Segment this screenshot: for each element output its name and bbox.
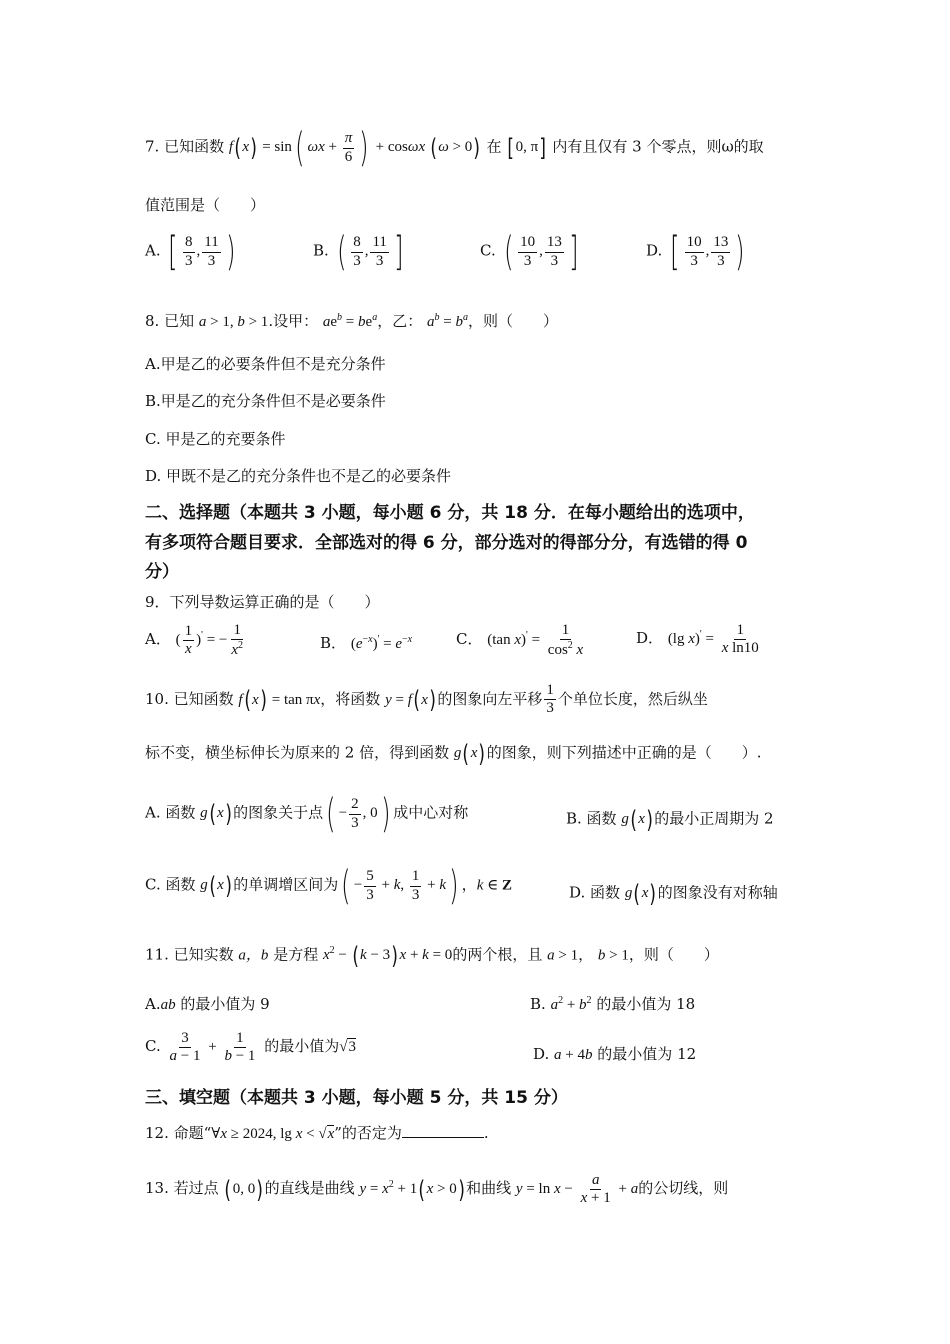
answer-blank[interactable] <box>402 1123 484 1138</box>
q7-function: f(x) = sin( ωx + $\frac{\pi}{6}$ ) + cosωx (ω > 0) <box>228 125 481 171</box>
section3-title: 三、填空题（本题共 3 小题，每小题 5 分，共 15 分） <box>145 1088 568 1108</box>
q10-option-d: D. 函数 g(x)的图象没有对称轴 <box>569 880 778 908</box>
q7-option-b: B. ( $\frac{8}{3}$ , $\frac{11}{3}$ ] <box>313 229 404 275</box>
q10-option-c: C. 函数 g(x)的单调增区间为( − $\frac{5}{3}$ + k, $\frac{1}{3}$ + k) ，k ∈ Z <box>145 863 512 909</box>
q9-option-d: D． (lg x)' = $\frac{1}{\text{x ln10}}$ <box>636 622 759 657</box>
q11-option-d: D. a + 4b 的最小值为 12 <box>533 1045 697 1063</box>
q10-option-a: A. 函数 g(x)的图象关于点( − $\frac{2}{3}$ , 0) 成中心对称 <box>145 791 469 837</box>
q8-option-c: C. 甲是乙的充要条件 <box>145 430 286 448</box>
q10-option-b: B. 函数 g(x)的最小正周期为 2 <box>566 806 774 834</box>
q7-prefix: 7. 已知函数 <box>145 137 225 156</box>
q7-interval: [0, π] <box>507 134 547 162</box>
section2-line1: 二、选择题（本题共 3 小题，每小题 6 分，共 18 分．在每小题给出的选项中， <box>145 503 755 523</box>
q9-option-a: A． ( $\frac{1}{x}$ )' = − $\frac{1}{x^2}$ <box>145 622 244 659</box>
q13-stem: 13. 若过点 (0, 0)的直线是曲线 $y = x^2 + 1(x > 0)$和曲线 y = ln x − $\frac{a}{x + 1}$ + a的公切线，则 <box>145 1172 729 1207</box>
q11-option-b: B. $a^2 + b^2$ 的最小值为 18 <box>530 995 696 1013</box>
q8-option-d: D. 甲既不是乙的充分条件也不是乙的必要条件 <box>145 467 452 485</box>
q9-option-b: B． $(e^{-x})' = e^{-x}$ <box>320 634 413 652</box>
q10-line2: 标不变，横坐标伸长为原来的 2 倍，得到函数 g(x)的图象，则下列描述中正确的是（ ）. <box>145 740 762 768</box>
q8-option-b: B.甲是乙的充分条件但不是必要条件 <box>145 392 386 410</box>
q7-line1 <box>145 125 764 171</box>
q11-option-a: A.ab 的最小值为 9 <box>145 995 270 1013</box>
q12-stem: 12. 命题“∀x ≥ 2024, lg x < √x”的否定为 . <box>145 1124 489 1142</box>
section2-line2: 有多项符合题目要求．全部选对的得 6 分，部分选对的得部分分，有选错的得 0 <box>145 533 748 553</box>
q7-line2: 值范围是（ ） <box>145 196 266 214</box>
q7-option-d: D. [ $\frac{10}{3}$ , $\frac{13}{3}$ ) <box>646 229 745 275</box>
q10-line1: 10. 已知函数 f(x) = tan πx，将函数 y = f(x)的图象向左平移 $\frac{1}{3}$ 个单位长度，然后纵坐 <box>145 682 708 717</box>
q11-option-c: C. $\frac{3}{a - 1}$ + $\frac{1}{b - 1}$ 的最小值为√3 <box>145 1030 356 1065</box>
q7-mid2: 内有且仅有 3 个零点，则ω的取 <box>552 137 764 156</box>
q11-stem: 11. 已知实数 a，b 是方程 $x^2 - (k - 3)x + k = 0$的两个根，且 a > 1， b > 1，则（ ） <box>145 942 719 970</box>
q8-stem: 8. 已知 a > 1, b > 1.设甲： $ae^b = be^a$，乙： $a^b = b^a$，则（ ） <box>145 312 558 330</box>
q9-option-c: C． (tan x)' = $\frac{1}{\cos^2 x}$ <box>456 622 584 659</box>
q7-option-c: C. ( $\frac{10}{3}$ , $\frac{13}{3}$ ] <box>480 229 579 275</box>
section2-line3: 分） <box>145 562 179 582</box>
q8-option-a: A.甲是乙的必要条件但不是充分条件 <box>145 355 386 373</box>
q7-mid1: 在 <box>486 137 502 156</box>
q9-stem: 9．下列导数运算正确的是（ ） <box>145 593 380 611</box>
q7-option-a: A. [ $\frac{8}{3}$ , $\frac{11}{3}$ ) <box>145 229 236 275</box>
